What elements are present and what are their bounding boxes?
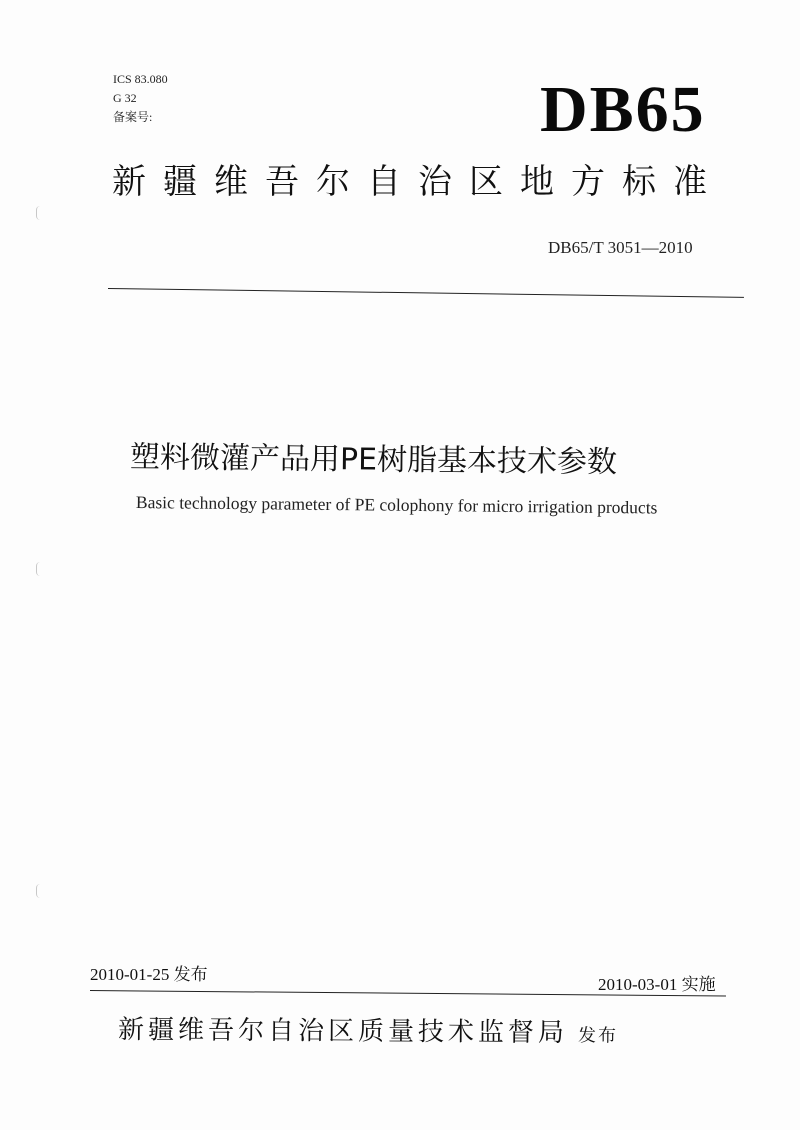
standard-type: 新疆维吾尔自治区地方标准 bbox=[112, 162, 724, 202]
issuer-name: 新疆维吾尔自治区质量技术监督局 bbox=[117, 1015, 569, 1049]
issuer-suffix: 发布 bbox=[577, 1025, 619, 1047]
scan-binding-mark bbox=[36, 884, 41, 898]
scan-binding-mark bbox=[36, 562, 41, 576]
standard-number: DB65/T 3051—2010 bbox=[548, 238, 693, 257]
top-divider bbox=[108, 288, 744, 298]
classification-code: G 32 bbox=[113, 91, 137, 105]
release-date: 2010-01-25 发布 bbox=[90, 965, 208, 984]
document-title-chinese: 塑料微灌产品用PE树脂基本技术参数 bbox=[129, 440, 618, 481]
classification-codes bbox=[113, 70, 168, 127]
effective-date: 2010-03-01 实施 bbox=[598, 975, 716, 994]
ics-code: ICS 83.080 bbox=[113, 72, 168, 86]
issuing-authority bbox=[118, 1012, 618, 1051]
filing-number-label: 备案号: bbox=[113, 110, 153, 124]
document-title-english: Basic technology parameter of PE colophony for micro irrigation products bbox=[135, 492, 658, 518]
scan-binding-mark bbox=[36, 206, 41, 220]
standard-logo: DB65 bbox=[540, 73, 706, 146]
